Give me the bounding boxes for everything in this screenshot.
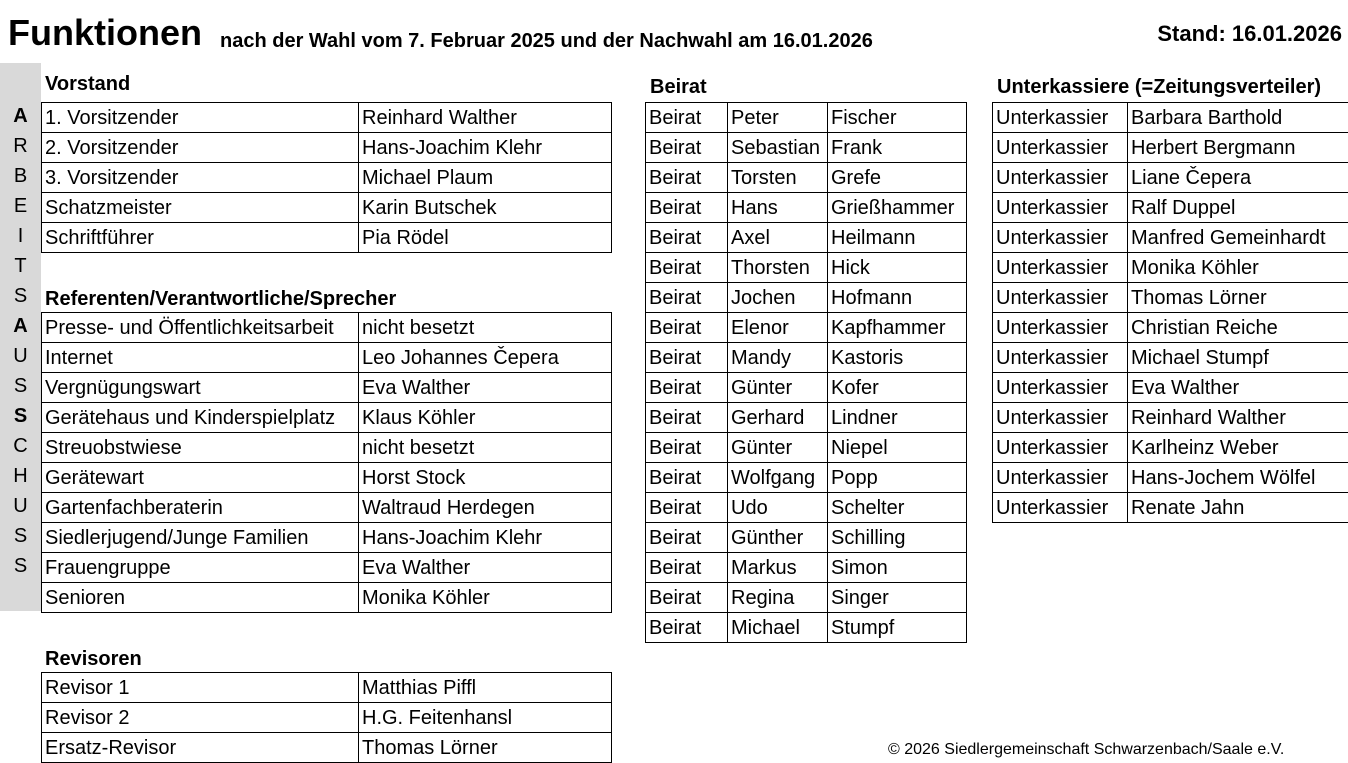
person-cell: Horst Stock xyxy=(359,463,612,493)
person-cell: Klaus Köhler xyxy=(359,403,612,433)
function-cell: Streuobstwiese xyxy=(42,433,359,463)
beirat-heading: Beirat xyxy=(650,76,707,98)
role-cell: Beirat xyxy=(646,553,728,583)
revisoren-heading: Revisoren xyxy=(45,648,142,670)
table-row xyxy=(646,463,967,493)
arbeitsausschuss-side-label xyxy=(0,63,41,611)
last-name-cell: Popp xyxy=(828,463,967,493)
last-name-cell: Schelter xyxy=(828,493,967,523)
page-title: Funktionen xyxy=(8,12,202,53)
first-name-cell: Michael xyxy=(728,613,828,643)
table-row xyxy=(646,583,967,613)
table-row xyxy=(42,433,612,463)
table-row xyxy=(42,523,612,553)
first-name-cell: Axel xyxy=(728,223,828,253)
copyright-notice: © 2026 Siedlergemeinschaft Schwarzenbach/Saale e.V. xyxy=(888,741,1285,758)
side-letter: S xyxy=(13,555,28,577)
function-cell: Gerätewart xyxy=(42,463,359,493)
first-name-cell: Peter xyxy=(728,103,828,133)
function-cell: 2. Vorsitzender xyxy=(42,133,359,163)
first-name-cell: Gerhard xyxy=(728,403,828,433)
last-name-cell: Schilling xyxy=(828,523,967,553)
first-name-cell: Hans xyxy=(728,193,828,223)
table-row xyxy=(993,133,1348,163)
table-row xyxy=(42,373,612,403)
table-row xyxy=(42,673,612,703)
function-cell: Internet xyxy=(42,343,359,373)
last-name-cell: Hick xyxy=(828,253,967,283)
referenten-body xyxy=(42,313,612,613)
role-cell: Beirat xyxy=(646,193,728,223)
referenten-table xyxy=(41,312,612,613)
function-cell: Senioren xyxy=(42,583,359,613)
first-name-cell: Markus xyxy=(728,553,828,583)
role-cell: Beirat xyxy=(646,373,728,403)
person-cell: Barbara Barthold xyxy=(1128,103,1348,133)
first-name-cell: Elenor xyxy=(728,313,828,343)
table-row xyxy=(993,193,1348,223)
person-cell: Hans-Jochem Wölfel xyxy=(1128,463,1348,493)
role-cell: Unterkassier xyxy=(993,373,1128,403)
person-cell: Liane Čepera xyxy=(1128,163,1348,193)
person-cell: Thomas Lörner xyxy=(359,733,612,763)
table-row xyxy=(42,223,612,253)
role-cell: Unterkassier xyxy=(993,493,1128,523)
table-row xyxy=(993,433,1348,463)
stand-date: Stand: 16.01.2026 xyxy=(1157,21,1342,46)
table-row xyxy=(646,163,967,193)
role-cell: Beirat xyxy=(646,133,728,163)
table-row xyxy=(646,523,967,553)
role-cell: Unterkassier xyxy=(993,223,1128,253)
side-letter: S xyxy=(13,405,28,427)
role-cell: Unterkassier xyxy=(993,433,1128,463)
table-row xyxy=(646,283,967,313)
role-cell: Beirat xyxy=(646,163,728,193)
person-cell: Matthias Piffl xyxy=(359,673,612,703)
role-cell: Beirat xyxy=(646,403,728,433)
unterkassiere-table xyxy=(992,102,1348,523)
table-row xyxy=(646,103,967,133)
person-cell: Hans-Joachim Klehr xyxy=(359,133,612,163)
table-row xyxy=(646,313,967,343)
table-row xyxy=(42,703,612,733)
revisoren-body xyxy=(42,673,612,763)
table-row xyxy=(42,343,612,373)
table-row xyxy=(42,403,612,433)
table-row xyxy=(42,133,612,163)
person-cell: Michael Plaum xyxy=(359,163,612,193)
last-name-cell: Niepel xyxy=(828,433,967,463)
role-cell: Unterkassier xyxy=(993,313,1128,343)
role-cell: Beirat xyxy=(646,523,728,553)
last-name-cell: Singer xyxy=(828,583,967,613)
revisoren-table xyxy=(41,672,612,763)
table-row xyxy=(993,223,1348,253)
table-row xyxy=(993,493,1348,523)
role-cell: Unterkassier xyxy=(993,163,1128,193)
role-cell: Beirat xyxy=(646,433,728,463)
side-letter: U xyxy=(13,495,28,517)
role-cell: Unterkassier xyxy=(993,463,1128,493)
first-name-cell: Regina xyxy=(728,583,828,613)
role-cell: Beirat xyxy=(646,313,728,343)
person-cell: Hans-Joachim Klehr xyxy=(359,523,612,553)
last-name-cell: Frank xyxy=(828,133,967,163)
function-cell: Schatzmeister xyxy=(42,193,359,223)
side-letter: C xyxy=(13,435,28,457)
role-cell: Beirat xyxy=(646,223,728,253)
person-cell: Eva Walther xyxy=(359,373,612,403)
side-letter: I xyxy=(17,225,24,247)
person-cell: Herbert Bergmann xyxy=(1128,133,1348,163)
last-name-cell: Heilmann xyxy=(828,223,967,253)
table-row xyxy=(646,553,967,583)
last-name-cell: Grefe xyxy=(828,163,967,193)
referenten-heading: Referenten/Verantwortliche/Sprecher xyxy=(45,288,397,310)
side-letter: T xyxy=(14,255,27,277)
table-row xyxy=(42,463,612,493)
function-cell: Siedlerjugend/Junge Familien xyxy=(42,523,359,553)
table-row xyxy=(993,253,1348,283)
table-row xyxy=(646,133,967,163)
function-cell: Ersatz-Revisor xyxy=(42,733,359,763)
table-row xyxy=(993,163,1348,193)
person-cell: Karlheinz Weber xyxy=(1128,433,1348,463)
function-cell: Revisor 1 xyxy=(42,673,359,703)
person-cell: Eva Walther xyxy=(1128,373,1348,403)
person-cell: nicht besetzt xyxy=(359,313,612,343)
first-name-cell: Mandy xyxy=(728,343,828,373)
side-letter: S xyxy=(13,285,28,307)
vorstand-heading: Vorstand xyxy=(45,73,131,95)
unterkassiere-heading: Unterkassiere (=Zeitungsverteiler) xyxy=(997,76,1322,98)
function-cell: Revisor 2 xyxy=(42,703,359,733)
person-cell: Michael Stumpf xyxy=(1128,343,1348,373)
table-row xyxy=(646,193,967,223)
last-name-cell: Stumpf xyxy=(828,613,967,643)
table-row xyxy=(646,223,967,253)
table-row xyxy=(993,343,1348,373)
person-cell: Reinhard Walther xyxy=(359,103,612,133)
role-cell: Unterkassier xyxy=(993,403,1128,433)
person-cell: Leo Johannes Čepera xyxy=(359,343,612,373)
function-cell: Schriftführer xyxy=(42,223,359,253)
function-cell: 3. Vorsitzender xyxy=(42,163,359,193)
last-name-cell: Simon xyxy=(828,553,967,583)
role-cell: Unterkassier xyxy=(993,193,1128,223)
person-cell: Monika Köhler xyxy=(1128,253,1348,283)
function-cell: Gartenfachberaterin xyxy=(42,493,359,523)
person-cell: Renate Jahn xyxy=(1128,493,1348,523)
person-cell: Reinhard Walther xyxy=(1128,403,1348,433)
table-row xyxy=(646,253,967,283)
first-name-cell: Jochen xyxy=(728,283,828,313)
first-name-cell: Udo xyxy=(728,493,828,523)
person-cell: nicht besetzt xyxy=(359,433,612,463)
role-cell: Beirat xyxy=(646,103,728,133)
last-name-cell: Grießhammer xyxy=(828,193,967,223)
role-cell: Unterkassier xyxy=(993,343,1128,373)
person-cell: H.G. Feitenhansl xyxy=(359,703,612,733)
last-name-cell: Kastoris xyxy=(828,343,967,373)
last-name-cell: Kapfhammer xyxy=(828,313,967,343)
person-cell: Ralf Duppel xyxy=(1128,193,1348,223)
first-name-cell: Günter xyxy=(728,373,828,403)
first-name-cell: Günter xyxy=(728,433,828,463)
table-row xyxy=(42,103,612,133)
person-cell: Monika Köhler xyxy=(359,583,612,613)
table-row xyxy=(993,283,1348,313)
role-cell: Beirat xyxy=(646,493,728,523)
function-cell: Gerätehaus und Kinderspielplatz xyxy=(42,403,359,433)
function-cell: Frauengruppe xyxy=(42,553,359,583)
role-cell: Unterkassier xyxy=(993,133,1128,163)
role-cell: Beirat xyxy=(646,283,728,313)
role-cell: Unterkassier xyxy=(993,253,1128,283)
function-cell: Vergnügungswart xyxy=(42,373,359,403)
last-name-cell: Kofer xyxy=(828,373,967,403)
table-row xyxy=(42,583,612,613)
table-row xyxy=(993,463,1348,493)
last-name-cell: Hofmann xyxy=(828,283,967,313)
side-letter: U xyxy=(13,345,28,367)
person-cell: Thomas Lörner xyxy=(1128,283,1348,313)
role-cell: Beirat xyxy=(646,253,728,283)
person-cell: Pia Rödel xyxy=(359,223,612,253)
person-cell: Christian Reiche xyxy=(1128,313,1348,343)
role-cell: Beirat xyxy=(646,463,728,493)
first-name-cell: Thorsten xyxy=(728,253,828,283)
last-name-cell: Lindner xyxy=(828,403,967,433)
vorstand-body xyxy=(42,103,612,253)
side-letter: S xyxy=(13,375,28,397)
role-cell: Unterkassier xyxy=(993,283,1128,313)
role-cell: Beirat xyxy=(646,343,728,373)
role-cell: Beirat xyxy=(646,613,728,643)
side-letter: H xyxy=(13,465,28,487)
table-row xyxy=(646,493,967,523)
table-row xyxy=(646,373,967,403)
table-row xyxy=(42,193,612,223)
last-name-cell: Fischer xyxy=(828,103,967,133)
role-cell: Unterkassier xyxy=(993,103,1128,133)
beirat-table xyxy=(645,102,967,643)
side-letter: A xyxy=(13,315,28,337)
role-cell: Beirat xyxy=(646,583,728,613)
table-row xyxy=(993,103,1348,133)
table-row xyxy=(42,493,612,523)
person-cell: Waltraud Herdegen xyxy=(359,493,612,523)
page-subtitle: nach der Wahl vom 7. Februar 2025 und der Nachwahl am 16.01.2026 xyxy=(220,30,873,52)
table-row xyxy=(42,553,612,583)
table-row xyxy=(646,433,967,463)
side-letter: E xyxy=(13,195,28,217)
side-letter: A xyxy=(13,105,28,127)
side-letter: S xyxy=(13,525,28,547)
person-cell: Manfred Gemeinhardt xyxy=(1128,223,1348,253)
table-row xyxy=(42,733,612,763)
first-name-cell: Wolfgang xyxy=(728,463,828,493)
person-cell: Karin Butschek xyxy=(359,193,612,223)
function-cell: Presse- und Öffentlichkeitsarbeit xyxy=(42,313,359,343)
first-name-cell: Torsten xyxy=(728,163,828,193)
table-row xyxy=(993,373,1348,403)
table-row xyxy=(42,313,612,343)
side-letter: B xyxy=(13,165,28,187)
beirat-body xyxy=(646,103,967,643)
table-row xyxy=(993,313,1348,343)
side-letter: R xyxy=(13,135,28,157)
first-name-cell: Sebastian xyxy=(728,133,828,163)
person-cell: Eva Walther xyxy=(359,553,612,583)
table-row xyxy=(42,163,612,193)
unterkassiere-body xyxy=(993,103,1348,523)
function-cell: 1. Vorsitzender xyxy=(42,103,359,133)
first-name-cell: Günther xyxy=(728,523,828,553)
table-row xyxy=(993,403,1348,433)
table-row xyxy=(646,403,967,433)
vorstand-table xyxy=(41,102,612,253)
table-row xyxy=(646,613,967,643)
table-row xyxy=(646,343,967,373)
